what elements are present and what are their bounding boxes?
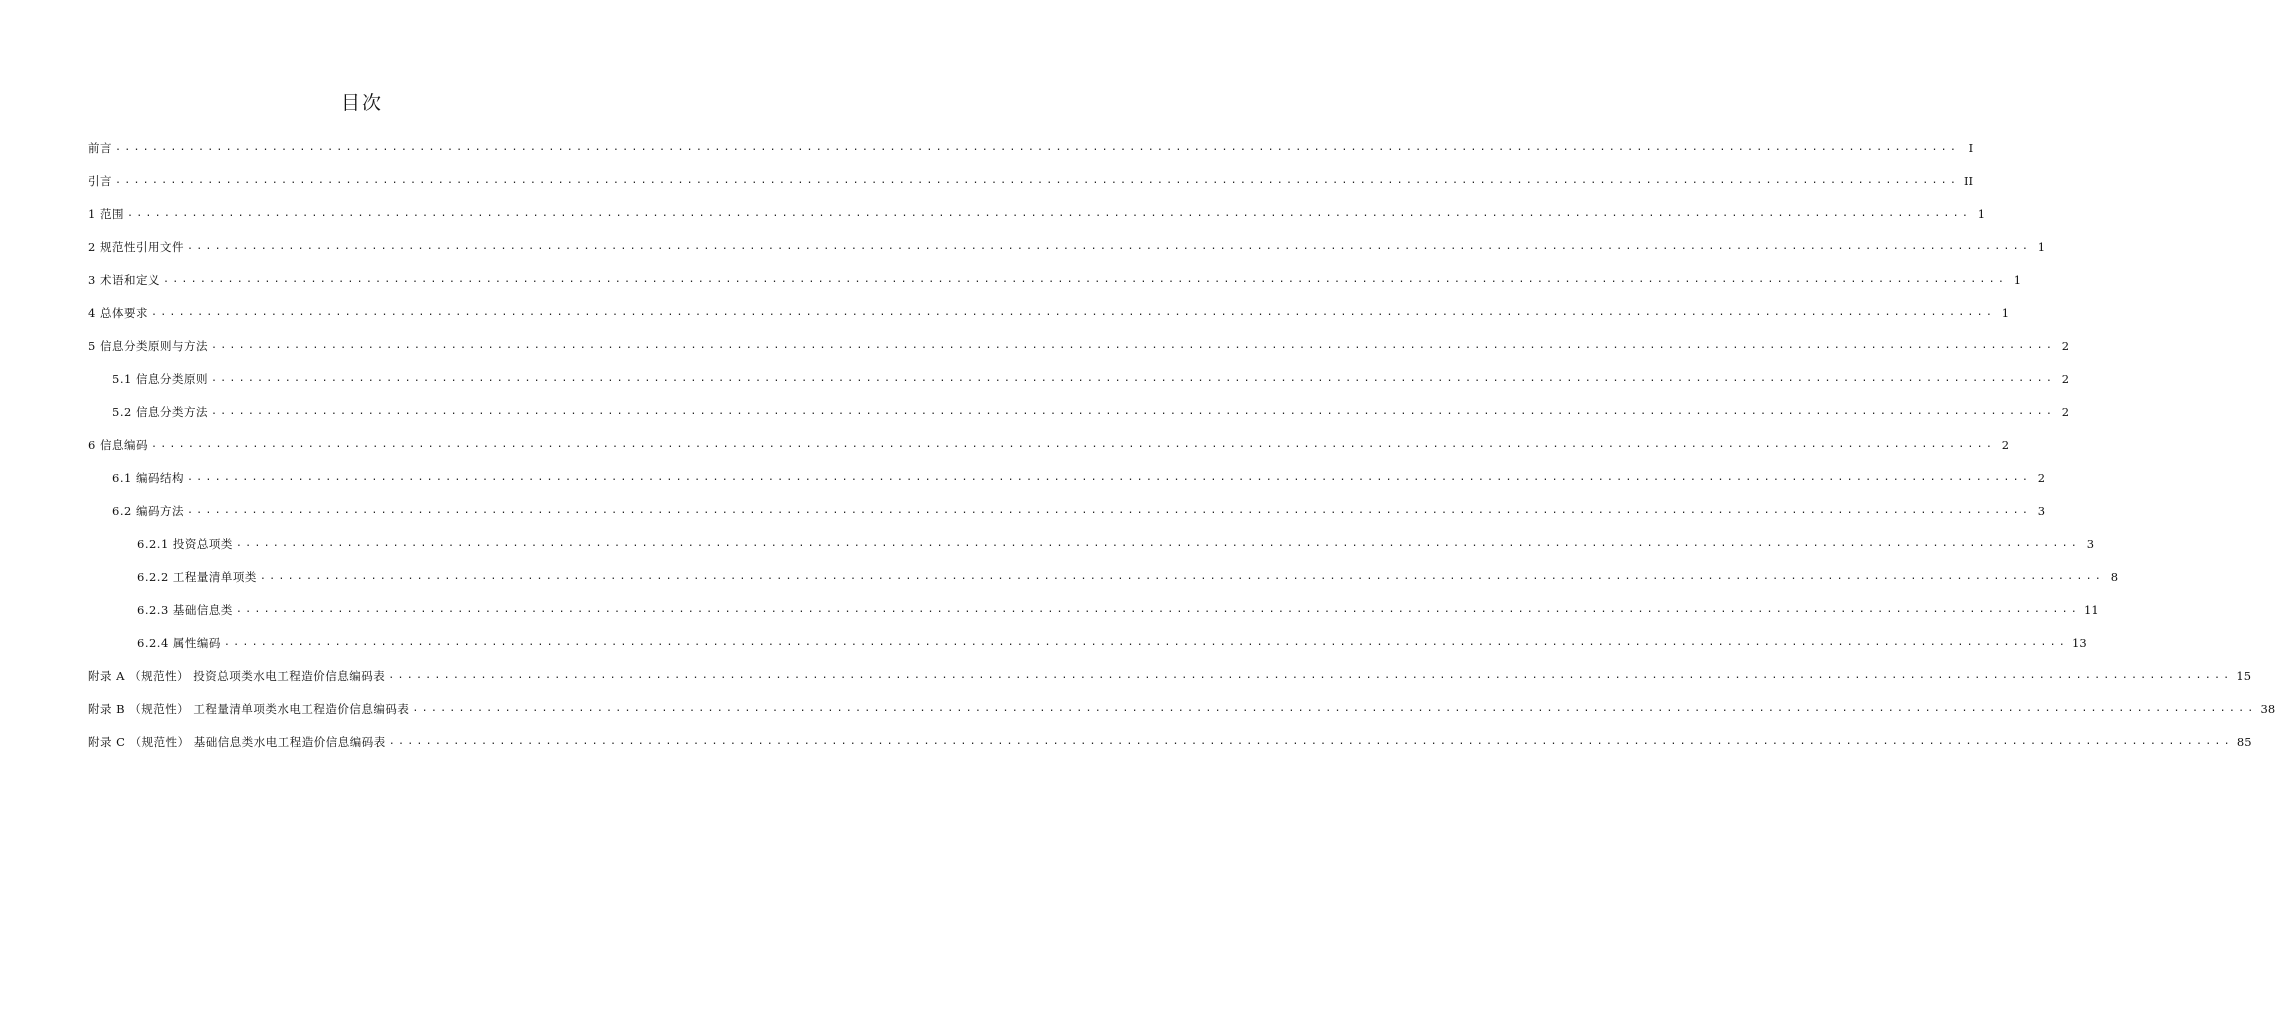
toc-entry-page-number: 85 [2236,735,2252,749]
toc-leader-dots: ........................................................................................................................................................................................................ [126,208,1972,219]
toc-entry[interactable] [88,303,2010,323]
toc-leader-dots: ........................................................................................................................................................................................................ [210,373,2056,384]
toc-entry-page-number: 11 [2084,603,2099,617]
toc-leader-dots: ........................................................................................................................................................................................................ [150,439,1996,450]
toc-leader-dots: ........................................................................................................................................................................................................ [186,241,2032,252]
toc-entry-page-number: 2 [2037,471,2046,485]
toc-entry-label: 4 总体要求 [88,306,148,320]
toc-entry-label: 5.2 信息分类方法 [112,405,208,419]
toc-leader-dots: ........................................................................................................................................................................................................ [235,604,2081,615]
toc-entry-label: 前言 [88,141,112,155]
toc-entry-page-number: II [1964,174,1974,188]
toc-entry-page-number: 13 [2072,636,2087,650]
toc-entry-label: 6.1 编码结构 [112,471,184,485]
toc-entry-page-number: 2 [2061,405,2070,419]
toc-entry-page-number: 8 [2110,570,2119,584]
toc-entry-label: 5 信息分类原则与方法 [88,339,208,353]
toc-entry[interactable] [88,732,2252,752]
toc-entry-page-number: 1 [2013,273,2022,287]
toc-entry-label: 6.2.3 基础信息类 [137,603,233,617]
toc-entry[interactable] [112,501,2046,521]
toc-entry-page-number: 38 [2260,702,2275,716]
toc-leader-dots: ........................................................................................................................................................................................................ [162,274,2008,285]
toc-entry-label: 6.2.1 投资总项类 [137,537,233,551]
toc-leader-dots: ........................................................................................................................................................................................................ [186,472,2032,483]
toc-entry-label: 附录 A （规范性） 投资总项类水电工程造价信息编码表 [88,669,386,683]
toc-entry[interactable] [112,402,2070,422]
toc-entry-label: 6 信息编码 [88,438,148,452]
toc-entry[interactable] [88,171,1974,191]
toc-entry[interactable] [88,336,2070,356]
toc-entry[interactable] [88,270,2022,290]
toc-entry[interactable] [88,699,2275,719]
toc-entry-label: 3 术语和定义 [88,273,160,287]
toc-leader-dots: ........................................................................................................................................................................................................ [388,670,2233,681]
toc-leader-dots: ........................................................................................................................................................................................................ [115,175,1960,186]
toc-entry-page-number: I [1968,141,1974,155]
toc-leader-dots: ........................................................................................................................................................................................................ [210,406,2056,417]
toc-leader-dots: ........................................................................................................................................................................................................ [259,571,2105,582]
toc-entry[interactable] [88,138,1974,158]
toc-leader-dots: ........................................................................................................................................................................................................ [115,142,1960,153]
toc-leader-dots: ........................................................................................................................................................................................................ [223,637,2069,648]
toc-entry-page-number: 1 [1977,207,1986,221]
toc-entry-page-number: 1 [2001,306,2010,320]
toc-entry[interactable] [88,666,2252,686]
toc-leader-dots: ........................................................................................................................................................................................................ [412,703,2257,714]
toc-entry-label: 6.2 编码方法 [112,504,184,518]
toc-entry[interactable] [112,468,2046,488]
toc-entry-page-number: 1 [2037,240,2046,254]
toc-entry[interactable] [137,567,2119,587]
toc-entry-label: 2 规范性引用文件 [88,240,184,254]
toc-entry[interactable] [112,369,2070,389]
toc-entry-page-number: 2 [2061,339,2070,353]
toc-entry[interactable] [88,435,2010,455]
toc-entry[interactable] [88,204,1986,224]
toc-entry[interactable] [137,600,2099,620]
toc-entry-label: 1 范围 [88,207,124,221]
toc-entry-page-number: 15 [2236,669,2252,683]
toc-entry-page-number: 3 [2037,504,2046,518]
toc-entry[interactable] [137,534,2095,554]
toc-entry-label: 附录 B （规范性） 工程量清单项类水电工程造价信息编码表 [88,702,410,716]
toc-leader-dots: ........................................................................................................................................................................................................ [235,538,2081,549]
toc-entry-label: 6.2.4 属性编码 [137,636,221,650]
toc-leader-dots: ........................................................................................................................................................................................................ [210,340,2056,351]
toc-entry-label: 引言 [88,174,112,188]
toc-leader-dots: ........................................................................................................................................................................................................ [150,307,1996,318]
toc-leader-dots: ........................................................................................................................................................................................................ [186,505,2032,516]
toc-entry-label: 附录 C （规范性） 基础信息类水电工程造价信息编码表 [88,735,386,749]
toc-title: 目次 [340,92,383,114]
toc-entry[interactable] [88,237,2046,257]
toc-entry-page-number: 2 [2001,438,2010,452]
toc-entry-page-number: 3 [2086,537,2095,551]
toc-entry[interactable] [137,633,2087,653]
toc-leader-dots: ........................................................................................................................................................................................................ [388,736,2233,747]
toc-entry-page-number: 2 [2061,372,2070,386]
toc-entry-label: 6.2.2 工程量清单项类 [137,570,257,584]
toc-entry-label: 5.1 信息分类原则 [112,372,208,386]
